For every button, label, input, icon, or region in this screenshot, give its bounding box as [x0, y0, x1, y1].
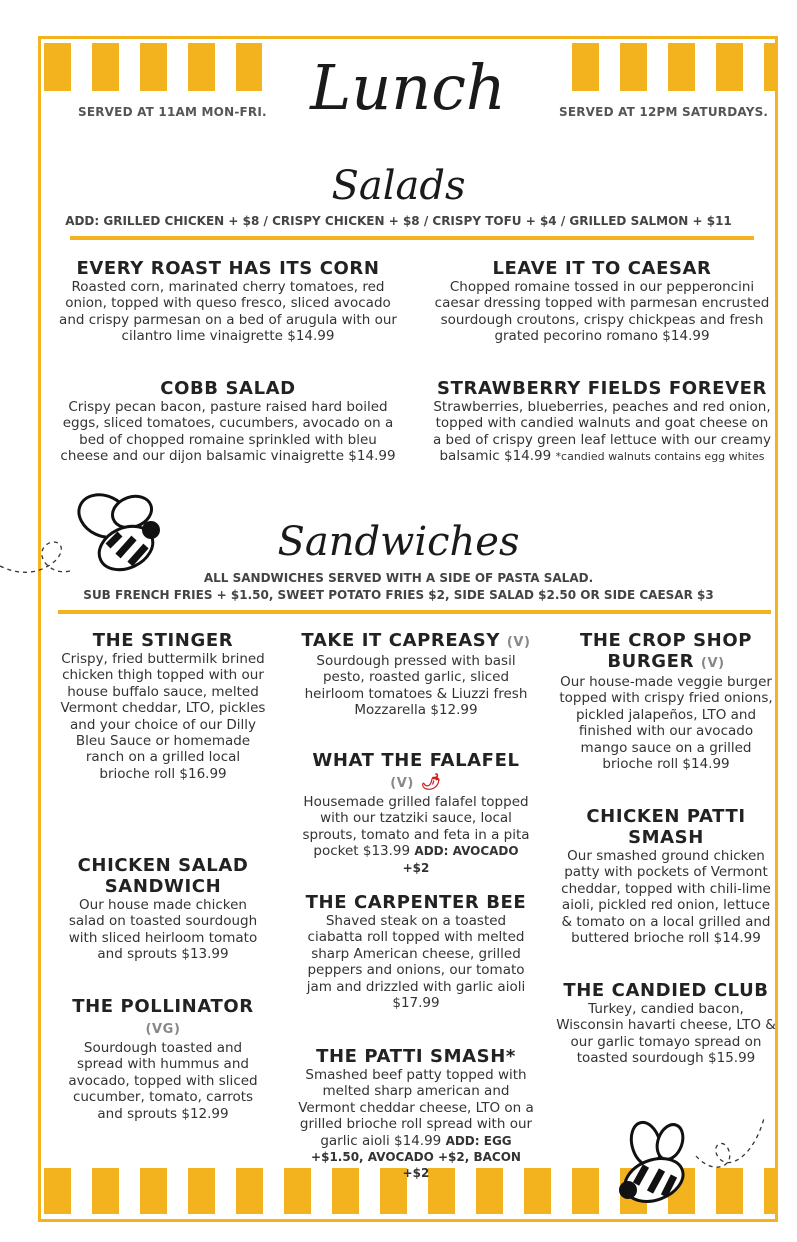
- item-name: THE CANDIED CLUB: [563, 980, 769, 1001]
- item-desc: Crispy pecan bacon, pasture raised hard boiled eggs, sliced tomatoes, cucumbers, avocado on a bed of chopped romaine sprinkled with bleu cheese and our dijon balsamic vinaigrette $14.99: [60, 399, 396, 465]
- item-desc: Crispy, fried buttermilk brined chicken thigh topped with our house buffalo sauce, melted Vermont cheddar, LTO, pickles and your choice of our Dilly Bleu Sauce or homemade ranch on a grilled local brioche roll $16.99: [60, 651, 266, 782]
- item-name: STRAWBERRY FIELDS FOREVER: [437, 378, 767, 399]
- item-note: *candied walnuts contains egg whites: [555, 450, 765, 464]
- bee-icon-small: [612, 1118, 702, 1212]
- sandwich-item: [556, 980, 776, 1067]
- sandwich-item: [60, 630, 266, 782]
- item-name: THE PATTI SMASH*: [316, 1046, 516, 1067]
- salads-divider: [70, 236, 754, 240]
- sandwich-item: [298, 1046, 534, 1182]
- sandwiches-sub-line-2: SUB FRENCH FRIES + $1.50, SWEET POTATO FRIES $2, SIDE SALAD $2.50 OR SIDE CAESAR $3: [83, 588, 714, 602]
- flight-path-right: [694, 1116, 774, 1176]
- item-desc: Shaved steak on a toasted ciabatta roll topped with melted sharp American cheese, grilled peppers and onions, our tomato jam and drizzled with garlic aioli $17.99: [306, 913, 526, 1012]
- salads-heading: Salads: [331, 163, 466, 209]
- page-title: Lunch: [310, 51, 506, 124]
- sandwich-item: [60, 855, 266, 963]
- item-desc: Sourdough toasted and spread with hummus and avocado, topped with sliced cucumber, tomato, carrots and sprouts $12.99: [68, 1040, 258, 1122]
- item-name: THE CARPENTER BEE: [305, 892, 527, 913]
- salads-add-line: ADD: GRILLED CHICKEN + $8 / CRISPY CHICKEN + $8 / CRISPY TOFU + $4 / GRILLED SALMON + $11: [65, 214, 732, 228]
- sandwich-item: [556, 630, 776, 772]
- item-desc: Strawberries, blueberries, peaches and red onion, topped with candied walnuts and goat cheese on a bed of crispy green leaf lettuce with our creamy balsamic $14.99: [432, 399, 772, 465]
- sandwiches-sub-line-1: ALL SANDWICHES SERVED WITH A SIDE OF PASTA SALAD.: [203, 571, 594, 585]
- item-desc: Sourdough pressed with basil pesto, roasted garlic, sliced heirloom tomatoes & Liuzzi fresh Mozzarella $12.99: [304, 653, 528, 719]
- item-name: THE CROP SHOP BURGER: [579, 630, 753, 672]
- item-desc: Housemade grilled falafel topped with our tzatziki sauce, local sprouts, tomato and feta in a pita pocket $13.99: [302, 794, 530, 860]
- sandwich-item: [60, 996, 266, 1122]
- item-desc: Roasted corn, marinated cherry tomatoes, red onion, topped with queso fresco, sliced avocado and crispy parmesan on a bed of arugula with our cilantro lime vinaigrette $14.99: [59, 279, 397, 345]
- sandwich-item: [298, 750, 534, 876]
- item-name: THE POLLINATOR: [72, 996, 254, 1017]
- sandwich-item: [556, 806, 776, 946]
- item-name: CHICKEN SALAD SANDWICH: [77, 855, 249, 897]
- item-name: LEAVE IT TO CAESAR: [492, 258, 712, 279]
- item-desc: Our house made chicken salad on toasted sourdough with sliced heirloom tomato and sprouts $13.99: [68, 897, 258, 963]
- salad-item: [432, 378, 772, 466]
- item-tag: (V): [506, 635, 531, 650]
- item-desc: Our smashed ground chicken patty with pockets of Vermont cheddar, topped with chili-lime aioli, pickled red onion, lettuce & tomato on a local grilled and buttered brioche roll $14.99: [561, 848, 771, 947]
- sandwich-item: [298, 892, 534, 1011]
- salad-item: [432, 258, 772, 345]
- item-desc: Smashed beef patty topped with melted sharp american and Vermont cheddar cheese, LTO on a grilled brioche roll spread with our garlic aioli $14.99: [298, 1067, 534, 1149]
- sandwiches-divider: [58, 610, 771, 614]
- item-name: CHICKEN PATTI SMASH: [586, 806, 746, 848]
- item-tag: (V): [700, 656, 725, 671]
- salad-item: [58, 258, 398, 345]
- item-name: EVERY ROAST HAS ITS CORN: [76, 258, 380, 279]
- served-saturday: SERVED AT 12PM SATURDAYS.: [559, 105, 769, 119]
- item-tag: (V): [390, 776, 414, 791]
- salad-item: [58, 378, 398, 465]
- item-name: TAKE IT CAPREASY: [301, 630, 500, 651]
- item-desc: Chopped romaine tossed in our pepperoncini caesar dressing topped with parmesan encrusted sourdough croutons, crispy chickpeas and fresh grated pecorino romano $14.99: [434, 279, 770, 345]
- item-tag: (VG): [145, 1022, 181, 1037]
- item-desc: Turkey, candied bacon, Wisconsin havarti cheese, LTO & our garlic tomayo spread on toasted sourdough $15.99: [556, 1001, 776, 1067]
- chili-pepper-icon: 🌶: [420, 772, 442, 791]
- sandwiches-heading: Sandwiches: [277, 519, 520, 565]
- item-addon: ADD: EGG +$1.50, AVOCADO +$2, BACON +$2: [311, 1133, 521, 1181]
- item-addon: ADD: AVOCADO +$2: [402, 844, 519, 875]
- item-name: THE STINGER: [92, 630, 234, 651]
- served-weekday: SERVED AT 11AM MON-FRI.: [78, 105, 267, 119]
- sandwich-item: [298, 630, 534, 719]
- item-name: COBB SALAD: [160, 378, 296, 399]
- item-desc: Our house-made veggie burger topped with crispy fried onions, pickled jalapeños, LTO and finished with our avocado mango sauce on a grilled brioche roll $14.99: [559, 674, 773, 773]
- item-name: WHAT THE FALAFEL: [312, 750, 520, 771]
